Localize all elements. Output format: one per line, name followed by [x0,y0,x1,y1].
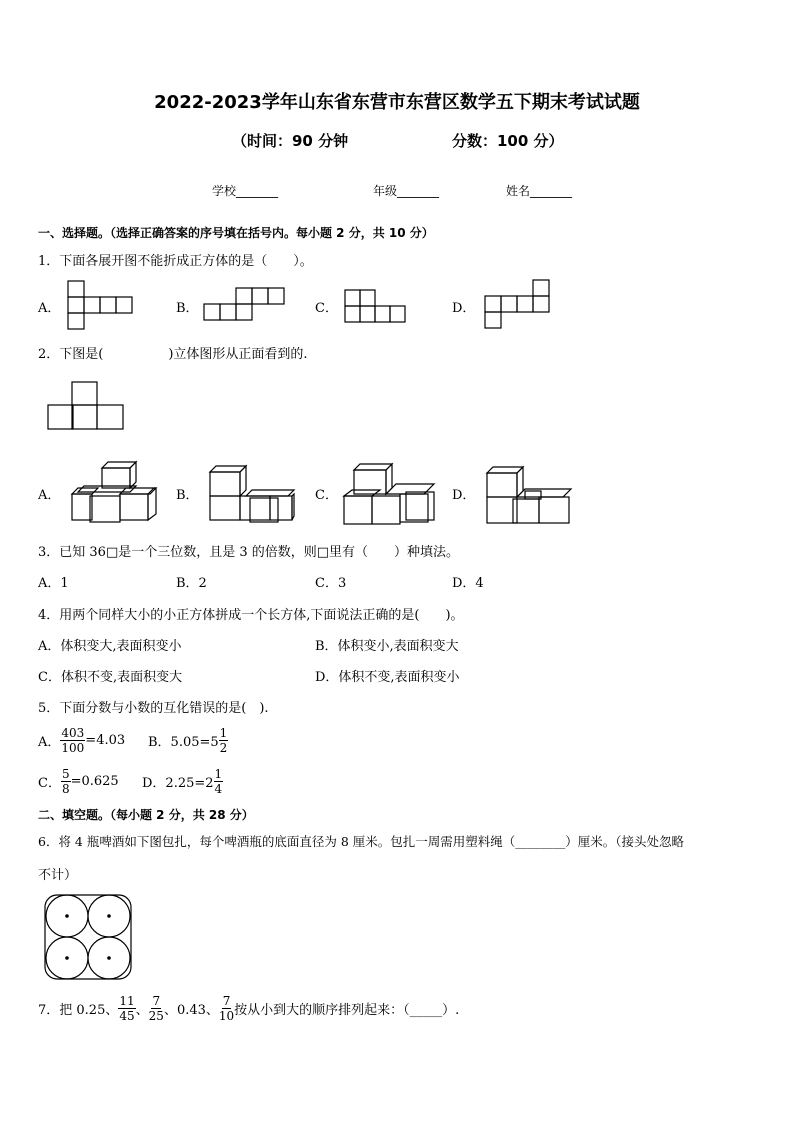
q7-fraction-2 [149,994,164,1023]
q2-label-d: D． [452,488,476,503]
q4-stem: 4．用两个同样大小的小正方体拼成一个长方体,下面说法正确的是( )。 [38,608,464,623]
q5-c-label: C． [38,776,61,791]
q5-b-denominator: 2 [219,741,228,755]
q5-d-label: D．2.25=2 [142,776,214,791]
q2-stem: 2．下图是( )立体图形从正面看到的. [38,347,308,362]
q1-net-c [345,290,407,323]
q5-option-b [148,726,228,755]
q7-f2-denominator: 25 [148,1009,164,1023]
q7-f3-numerator: 7 [222,994,231,1008]
school-field: 学校_______ [212,184,279,198]
q7-prefix: 7．把 0.25、 [38,1003,119,1018]
q7-f1-numerator: 11 [119,994,135,1008]
q1-net-d [485,280,549,328]
q5-d-numerator: 1 [214,767,223,781]
q2-label-a: A． [38,488,61,503]
q1-label-b: B． [176,301,199,316]
q5-a-denominator: 100 [61,741,85,755]
q5-d-fraction [214,767,224,796]
q2-solid-c [344,462,444,526]
q5-c-fraction [61,767,71,796]
q7-separator: 、 [135,1003,149,1018]
q7-f1-denominator: 45 [119,1009,135,1023]
q3-option-d: D．4 [452,576,484,591]
exam-time: （时间：90 分钟 [232,132,349,150]
q6-bottles-diagram [44,894,132,980]
exam-score: 分数：100 分） [452,132,564,150]
q5-a-rest: =4.03 [85,733,126,748]
q5-b-numerator: 1 [219,726,228,740]
q5-option-d [142,767,223,796]
q2-label-c: C． [315,488,338,503]
q5-c-numerator: 5 [61,767,70,781]
q1-stem: 1．下面各展开图不能折成正方体的是（ ）。 [38,254,313,269]
grade-field: 年级_______ [373,184,440,198]
q6-stem-line2: 不计） [38,868,78,883]
q7-middle: 、0.43、 [163,1003,219,1018]
q5-a-label: A． [38,735,61,750]
q1-label-d: D． [452,301,476,316]
q5-c-denominator: 8 [61,782,70,796]
page-title: 2022-2023学年山东省东营市东营区数学五下期末考试试题 [154,92,640,113]
q3-stem: 3．已知 36□是一个三位数，且是 3 的倍数，则□里有（ ）种填法。 [38,545,460,560]
q5-stem: 5．下面分数与小数的互化错误的是( ). [38,701,269,716]
q3-option-b: B．2 [176,576,207,591]
q7-stem [38,994,459,1023]
q7-f3-denominator: 10 [218,1009,235,1023]
q5-b-label: B．5.05=5 [148,735,219,750]
q7-f2-numerator: 7 [152,994,161,1008]
q4-option-a: A．体积变大,表面积变小 [38,639,182,654]
q5-option-c [38,767,119,796]
q1-label-c: C． [315,301,338,316]
section2-heading: 二、填空题。（每小题 2 分，共 28 分） [38,808,254,822]
q2-solid-a [72,462,162,522]
name-field: 姓名_______ [506,184,573,198]
q2-front-view [48,382,124,430]
q1-label-a: A． [38,301,61,316]
section1-heading: 一、选择题。（选择正确答案的序号填在括号内。每小题 2 分，共 10 分） [38,226,434,240]
q4-option-b: B．体积变小,表面积变大 [315,639,459,654]
q3-option-c: C．3 [315,576,347,591]
q4-option-c: C．体积不变,表面积变大 [38,670,183,685]
q1-net-b [204,288,284,322]
q7-fraction-3 [219,994,234,1023]
q7-suffix: 按从小到大的顺序排列起来：（_____）. [234,1003,460,1018]
q7-fraction-1 [118,994,135,1023]
q5-c-rest: =0.625 [70,774,119,789]
q3-option-a: A．1 [38,576,69,591]
q1-net-a [68,281,132,329]
q5-d-denominator: 4 [214,782,223,796]
q2-solid-d [487,465,577,525]
q5-a-fraction [60,726,85,755]
q5-b-fraction [219,726,229,755]
q2-solid-b [210,464,300,524]
q2-label-b: B． [176,488,199,503]
q5-a-numerator: 403 [61,726,85,740]
q4-option-d: D．体积不变,表面积变小 [315,670,460,685]
q6-stem-line1: 6．将 4 瓶啤酒如下图包扎，每个啤酒瓶的底面直径为 8 厘米。包扎一周需用塑料绳（________）厘米。（接头处忽略 [38,834,685,849]
q5-option-a [38,726,125,755]
